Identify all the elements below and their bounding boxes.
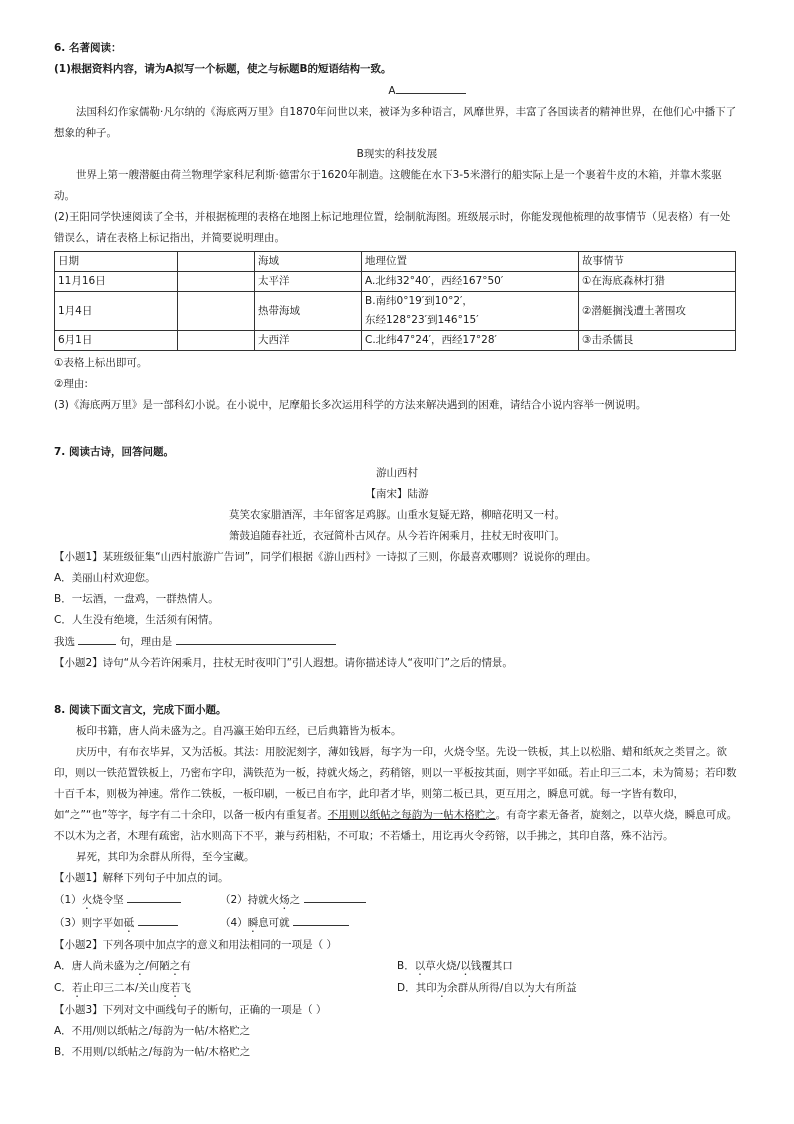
voyage-table (54, 251, 736, 351)
q8-sub2-options-row-1 (54, 956, 740, 978)
q7-option-c: C．人生没有绝境，生活须有闲情。 (54, 614, 219, 626)
q6-para-b: 世界上第一艘潜艇由荷兰物理学家科尼利斯·德雷尔于1620年制造。这艘能在水下3-5米潜行的船实际上是一个裹着牛皮的木箱，并靠木浆驱动。 (54, 169, 722, 202)
q7-choose-label: 我选 (54, 636, 75, 648)
cell-sea: 热带海域 (255, 292, 362, 331)
q8-sub3: 【小题3】下列对文中画线句子的断句，正确的一项是（ ） (54, 1004, 327, 1016)
q8-sub2-option-a[interactable]: A．唐人尚未盛为之/何陋之有 (54, 960, 191, 972)
q8-word-row-1 (54, 889, 740, 912)
exam-page (54, 38, 740, 1063)
q8-word-3: （3）则字平如砥 (54, 912, 220, 935)
q6-label-b: B现实的科技发展 (356, 148, 438, 160)
q8-para-3: 昇死，其印为余群从所得，至今宝藏。 (76, 851, 255, 863)
q8-sub2: 【小题2】下列各项中加点字的意义和用法相同的一项是（ ） (54, 939, 338, 951)
cell-empty[interactable] (178, 331, 255, 351)
th-plot: 故事情节 (579, 252, 736, 272)
q7-option-b: B．一坛酒，一盘鸡，一群热情人。 (54, 593, 219, 605)
q8-sub3-option-b[interactable]: B．不用则/以纸帖之/每韵为一帖/木格贮之 (54, 1046, 251, 1058)
poem-line-2: 箫鼓追随春社近，衣冠简朴古风存。从今若许闲乘月，拄杖无时夜叩门。 (229, 530, 565, 542)
q7-sub1: 【小题1】某班级征集“山西村旅游广告词”，同学们根据《游山西村》一诗拟了三则，你最喜欢哪则？说说你的理由。 (54, 551, 597, 563)
cell-location-line2: 东经128°23′到146°15′ (365, 314, 479, 326)
cell-location: C.北纬47°24′，西经17°28′ (362, 331, 579, 351)
q8-para-2 (54, 742, 740, 847)
q8-word-3-blank[interactable] (138, 912, 178, 926)
table-header-row (55, 252, 736, 272)
table-row (55, 331, 736, 351)
cell-plot: ②潜艇搁浅遭土著围攻 (579, 292, 736, 331)
q8-sub2-option-d[interactable]: D．其印为余群从所得/自以为大有所益 (397, 982, 577, 994)
th-location: 地理位置 (362, 252, 579, 272)
q6-sub2: (2)王阳同学快速阅读了全书，并根据梳理的表格在地图上标记地理位置，绘制航海图。班级展示时，你能发现他梳理的故事情节（见表格）有一处错误么，请在表格上标记指出，并简要说明理由。 (54, 211, 731, 244)
cell-location: A.北纬32°40′，西经167°50′ (362, 272, 579, 292)
th-empty (178, 252, 255, 272)
cell-empty[interactable] (178, 292, 255, 331)
q6-note1: ①表格上标出即可。 (54, 357, 148, 369)
cell-plot: ①在海底森林打猎 (579, 272, 736, 292)
cell-sea: 大西洋 (255, 331, 362, 351)
q6-sub3: (3)《海底两万里》是一部科幻小说。在小说中，尼摩船长多次运用科学的方法来解决遇到的困难，请结合小说内容举一例说明。 (54, 399, 647, 411)
q6-note2: ②理由: (54, 378, 88, 390)
table-row (55, 272, 736, 292)
cell-date: 11月16日 (55, 272, 178, 292)
q6-title: 6. 名著阅读： (54, 42, 122, 54)
q8-word-4-blank[interactable] (293, 912, 349, 926)
q7-sub2: 【小题2】诗句“从今若许闲乘月，拄杖无时夜叩门”引人遐想。请你描述诗人“夜叩门”之后的情景。 (54, 657, 513, 669)
q6-label-a: A (388, 85, 396, 97)
cell-location-line1: B.南纬0°19′到10°2′， (365, 295, 473, 307)
q8-sub2-options-row-2 (54, 978, 740, 1000)
cell-location (362, 292, 579, 331)
q8-word-4: （4）瞬息可就 (220, 912, 349, 935)
q8-para-2-part-1: 庆历中，有布衣毕昇，又为活板。其法：用胶泥刻字，薄如钱唇，每字为一印，火烧令坚。先设一铁板，其上以松脂、蜡和纸灰之类冒之。欲印，则以一铁范置铁板上，乃密布字印，满铁范为一板，持就火炀之，药稍镕，则以一平板按其面，则字平如砥。若止印三二本，未为简易；若印数十百千本，则极为神速。常作二铁板，一板印刷，一板已自布字，此印者才毕，则第二板已具，更互用之，瞬息可就。每一字皆有数印，如“之”“也”等字，每字有二十余印，以备一板内有重复者。 (54, 746, 737, 821)
q8-word-2: （2）持就火炀之 (220, 889, 366, 912)
q6-sub1: (1)根据资料内容，请为A拟写一个标题，使之与标题B的短语结构一致。 (54, 63, 392, 75)
table-row (55, 292, 736, 331)
cell-sea: 太平洋 (255, 272, 362, 292)
q8-para-1: 板印书籍，唐人尚未盛为之。自冯瀛王始印五经，已后典籍皆为板本。 (76, 725, 402, 737)
th-sea: 海域 (255, 252, 362, 272)
poem-title: 游山西村 (376, 467, 418, 479)
q8-sub2-option-c[interactable]: C．若止印三二本/关山度若飞 (54, 982, 191, 994)
q8-word-1: （1）火烧令坚 (54, 889, 220, 912)
q7-title: 7. 阅读古诗，回答问题。 (54, 446, 174, 458)
q6-title-a-line (54, 80, 740, 102)
q8-sub3-option-a[interactable]: A．不用/则以纸帖之/每韵为一帖/木格贮之 (54, 1025, 251, 1037)
q7-option-a: A．美丽山村欢迎您。 (54, 572, 156, 584)
cell-date: 1月4日 (55, 292, 178, 331)
th-date: 日期 (55, 252, 178, 272)
q8-sub2-option-b[interactable]: B．以草火烧/以钱覆其口 (397, 960, 513, 972)
q7-choose-line (54, 631, 740, 653)
q7-reason-blank[interactable] (176, 631, 336, 645)
q8-underlined-sentence: 不用则以纸帖之每韵为一帖木格贮之 (327, 809, 496, 821)
q8-word-2-blank[interactable] (304, 889, 366, 903)
q8-word-row-2 (54, 912, 740, 935)
q8-sub1: 【小题1】解释下列句子中加点的词。 (54, 872, 229, 884)
cell-date: 6月1日 (55, 331, 178, 351)
q8-para-2-part-2: 。有奇字素无备者，旋刻之，以草火烧，瞬息可成。不以木为之者，木理有疏密，沾水则高下不平，兼与药相粘，不可取；不若燔土，用讫再火令药镕，以手拂之，其印自落，殊不沾污。 (54, 809, 738, 842)
q7-choice-blank[interactable] (78, 631, 116, 645)
q7-reason-label: 句，理由是 (119, 636, 173, 648)
cell-plot: ③击杀儒艮 (579, 331, 736, 351)
cell-empty[interactable] (178, 272, 255, 292)
q6-para-a: 法国科幻作家儒勒·凡尔纳的《海底两万里》自1870年问世以来，被译为多种语言，风靡世界，丰富了各国读者的精神世界，在他们心中播下了想象的种子。 (54, 106, 737, 139)
q6-answer-blank-a[interactable] (396, 80, 466, 94)
poem-author: 【南宋】陆游 (365, 488, 429, 500)
q8-title: 8. 阅读下面文言文，完成下面小题。 (54, 704, 227, 716)
poem-line-1: 莫笑农家腊酒浑，丰年留客足鸡豚。山重水复疑无路，柳暗花明又一村。 (229, 509, 565, 521)
q8-word-1-blank[interactable] (127, 889, 181, 903)
